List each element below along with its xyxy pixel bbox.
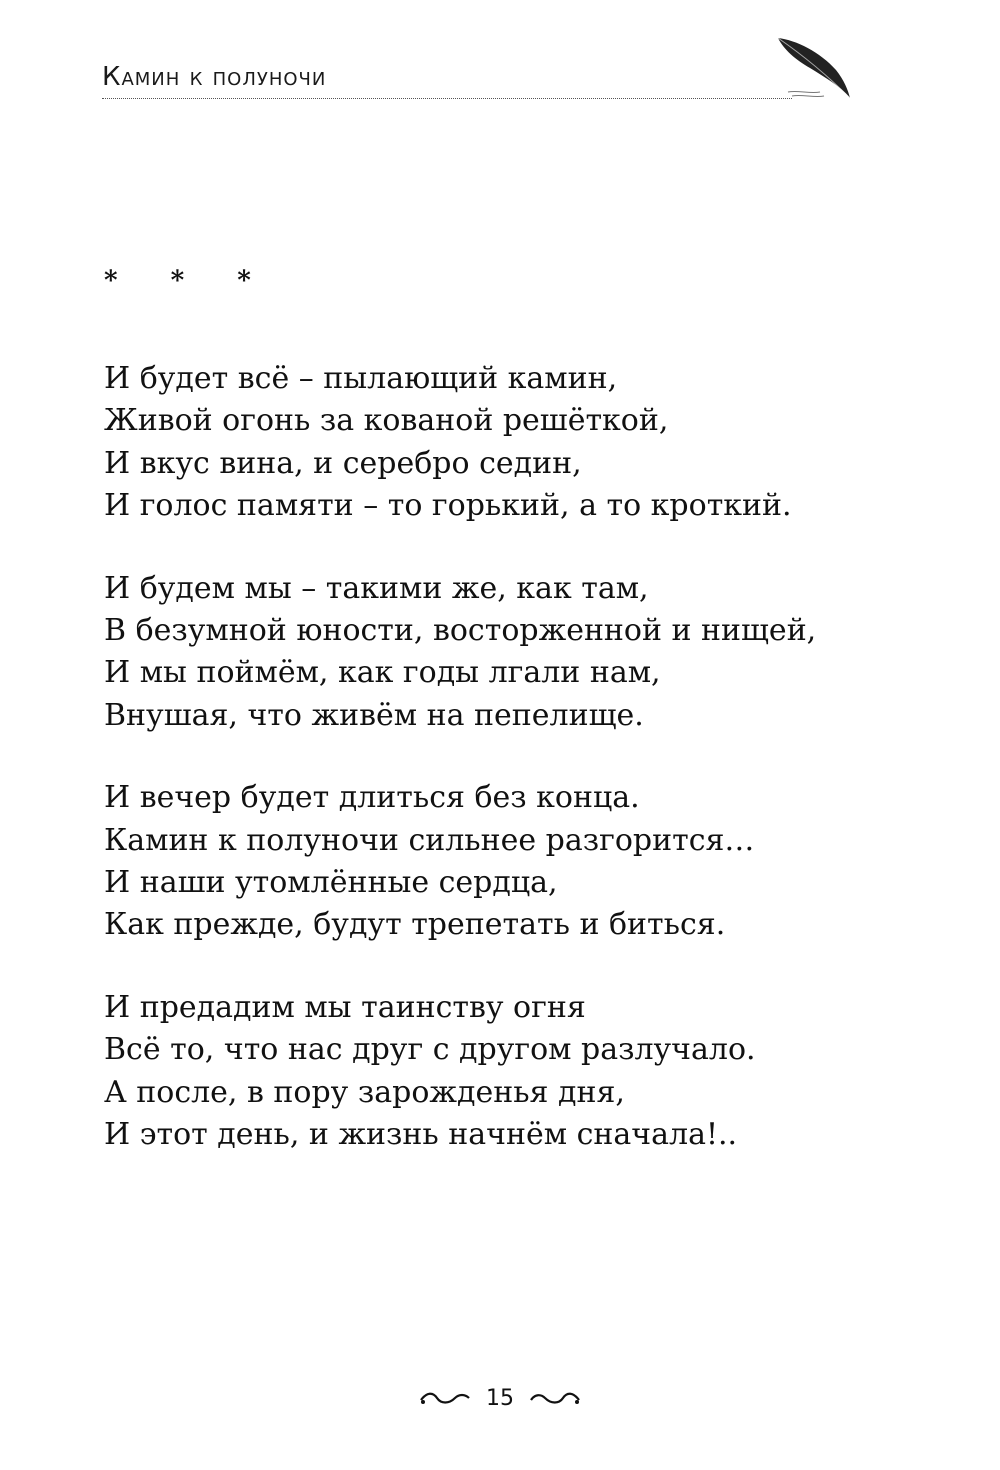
poem-line: И наши утомлённые сердца, xyxy=(104,865,558,901)
poem-line: Всё то, что нас друг с другом разлучало. xyxy=(104,1032,756,1068)
swash-ornament-icon xyxy=(529,1390,581,1408)
poem xyxy=(104,358,904,1197)
swash-ornament-icon xyxy=(419,1390,471,1408)
stanza xyxy=(104,987,904,1157)
poem-line: И мы поймём, как годы лгали нам, xyxy=(104,655,661,691)
poem-line: В безумной юности, восторженной и нищей, xyxy=(104,613,817,649)
running-header xyxy=(102,58,852,104)
poem-line: Как прежде, будут трепетать и биться. xyxy=(104,907,726,943)
poem-line: И этот день, и жизнь начнём сначала!.. xyxy=(104,1117,738,1153)
poem-line: Внушая, что живём на пепелище. xyxy=(104,697,644,733)
poem-line: И голос памяти – то горький, а то кроткий. xyxy=(104,488,792,524)
page-footer xyxy=(400,1384,600,1424)
poem-line: А после, в пору зарожденья дня, xyxy=(104,1074,625,1110)
stanza xyxy=(104,568,904,738)
page-number: 15 xyxy=(486,1386,514,1411)
poem-line: Живой огонь за кованой решёткой, xyxy=(104,403,669,439)
stanza xyxy=(104,358,904,528)
poem-line: И будет всё – пылающий камин, xyxy=(104,361,618,396)
stanza xyxy=(104,777,904,947)
section-separator: * * * xyxy=(104,266,273,296)
poem-line: И вкус вина, и серебро седин, xyxy=(104,445,582,481)
header-title: Камин к полуночи xyxy=(102,62,327,92)
quill-feather-icon xyxy=(774,30,854,102)
poem-line: И будем мы – такими же, как там, xyxy=(104,570,649,606)
poem-line: И предадим мы таинству огня xyxy=(104,989,586,1025)
poem-line: И вечер будет длиться без конца. xyxy=(104,780,640,816)
header-dotted-rule xyxy=(102,98,792,99)
poem-line: Камин к полуночи сильнее разгорится… xyxy=(104,822,755,858)
